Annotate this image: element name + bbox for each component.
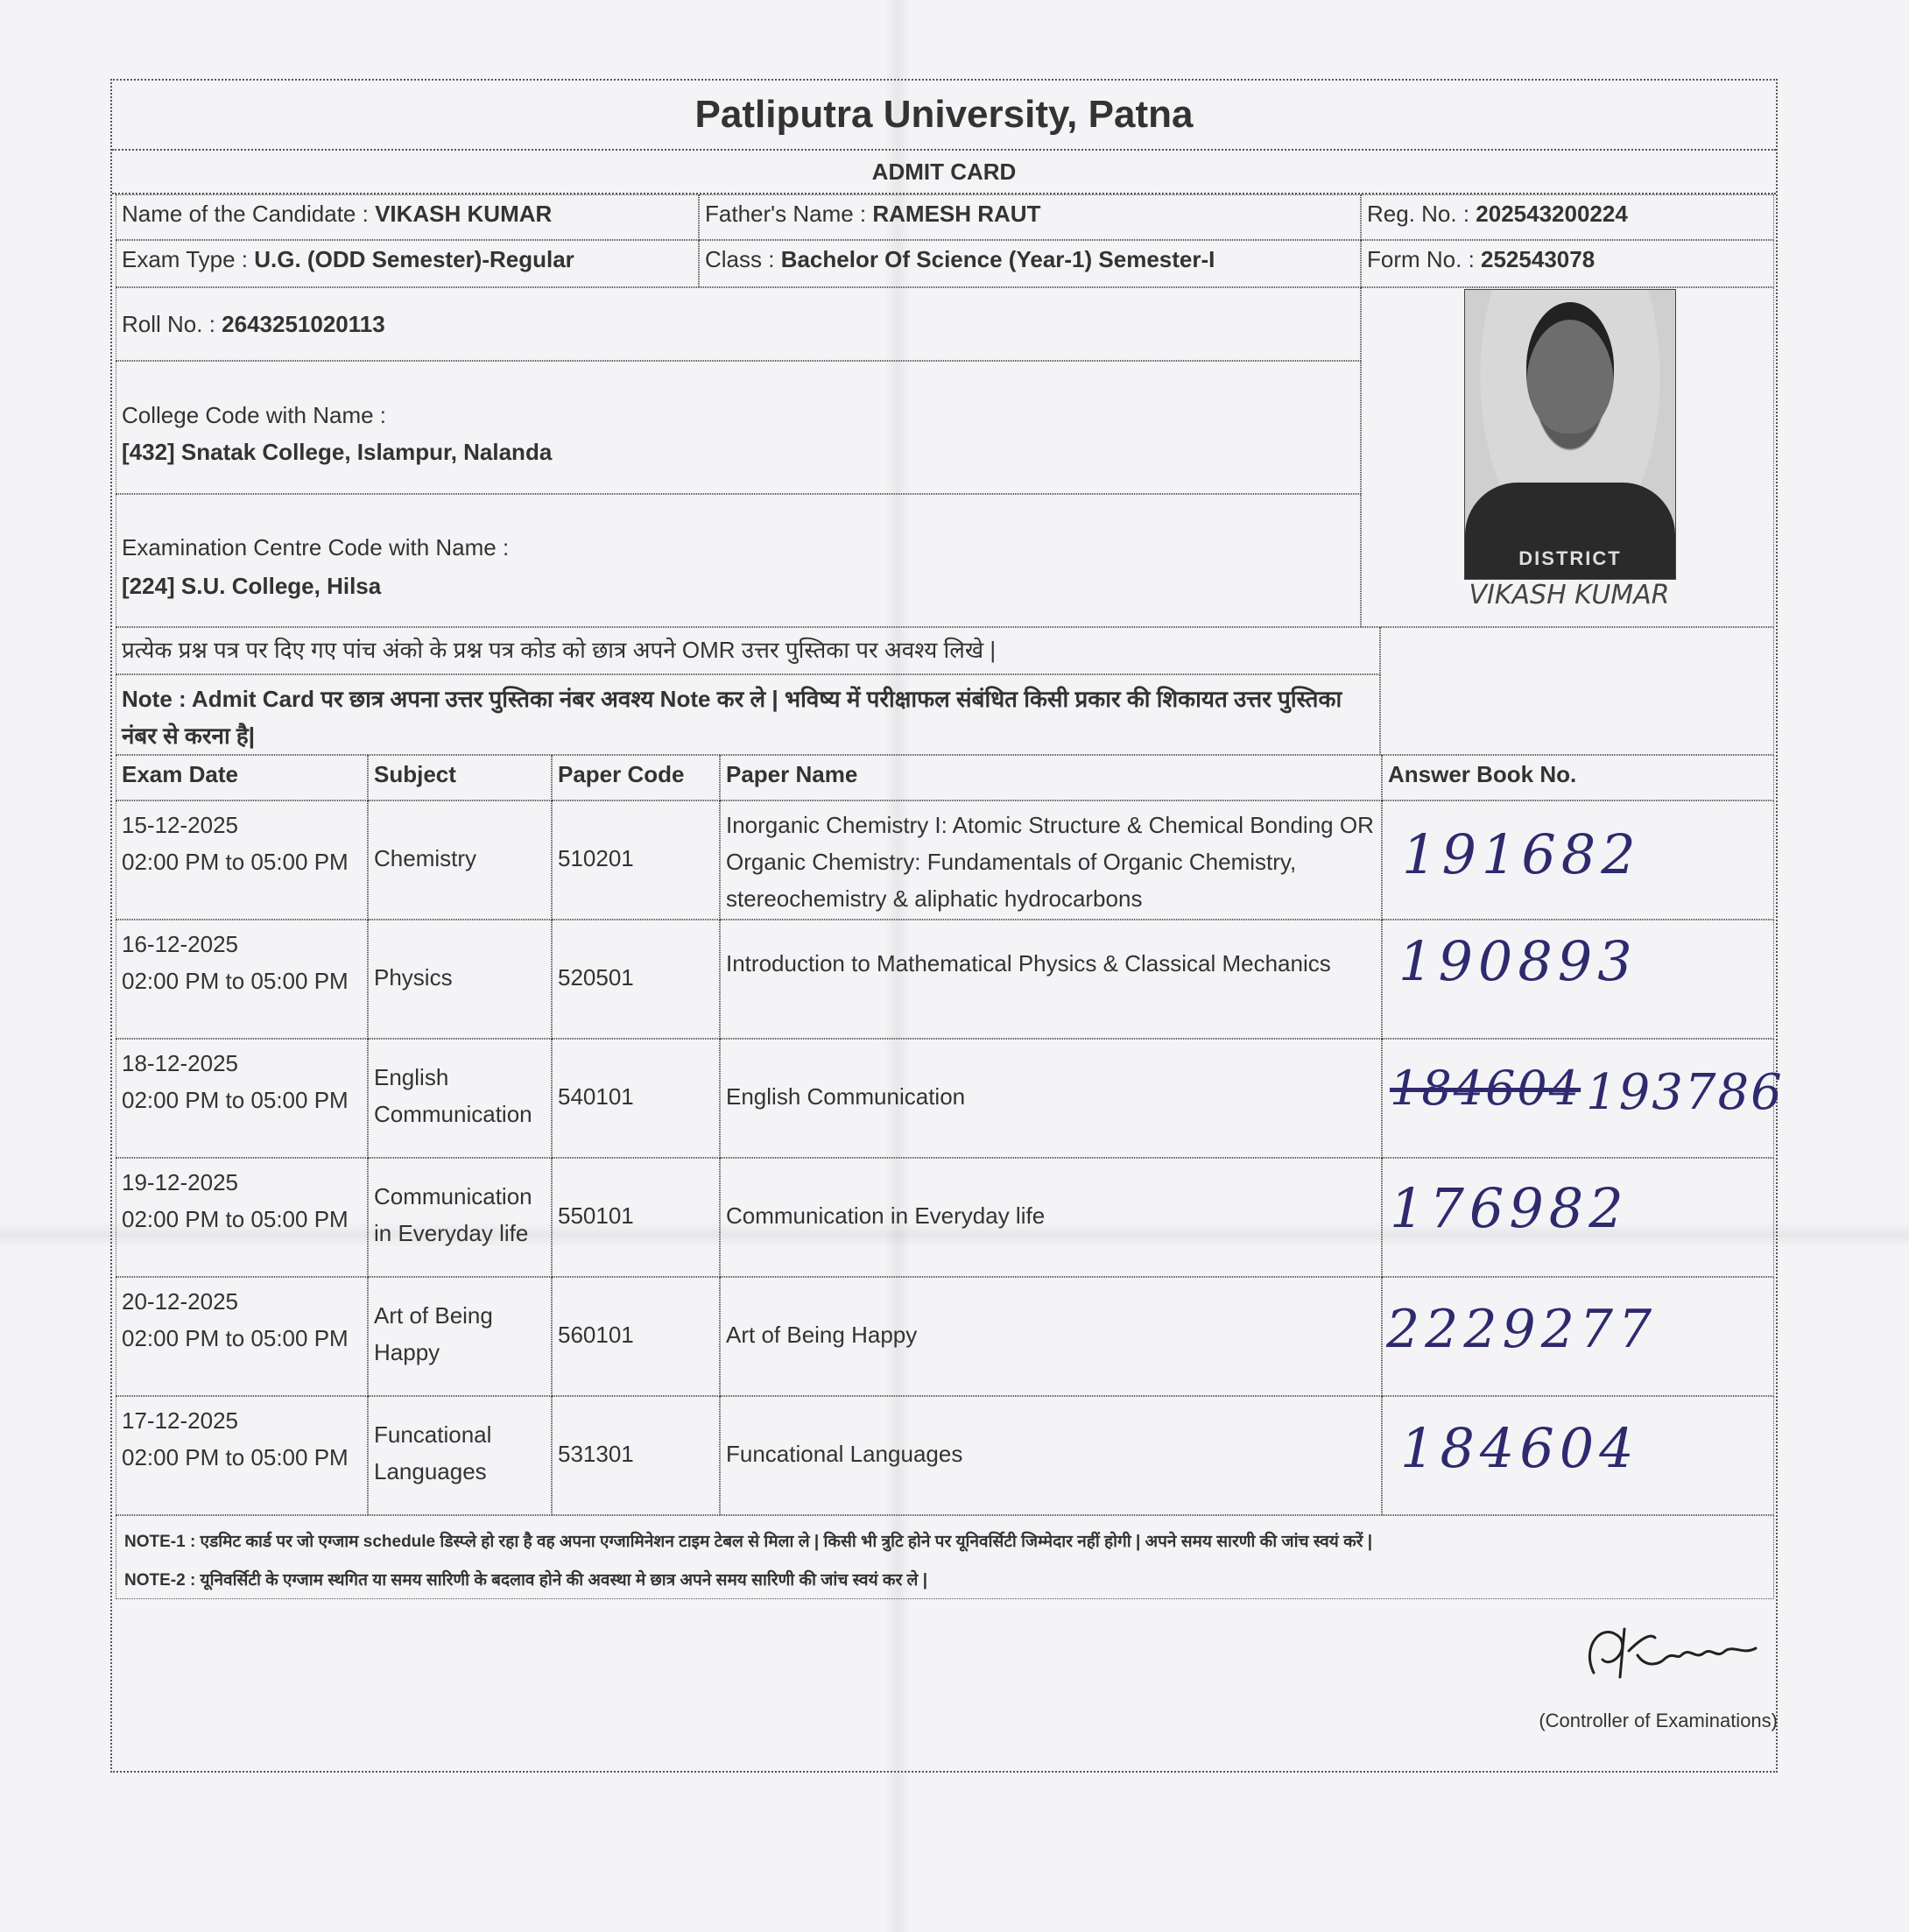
candidate-name-value: VIKASH KUMAR (375, 201, 553, 227)
row-answer-book-struck: 184604 (1390, 1061, 1581, 1116)
reg-no-cell (1361, 194, 1774, 240)
row-date: 20-12-2025 (122, 1288, 238, 1315)
row-date-cell (116, 1277, 368, 1396)
class-label: Class : (705, 246, 781, 272)
candidate-name-label: Name of the Candidate : (122, 201, 376, 227)
form-no-cell (1361, 240, 1774, 287)
candidate-signature: VIKASH KUMAR (1469, 580, 1670, 610)
row-answer-book-cell (1382, 1039, 1784, 1158)
row-time: 02:00 PM to 05:00 PM (122, 1325, 349, 1351)
row-date-cell (116, 1158, 368, 1277)
row-date: 16-12-2025 (122, 931, 238, 957)
row-answer-book: 2229277 (1386, 1299, 1658, 1360)
row-subject: Art of Being Happy (368, 1277, 552, 1396)
row-paper-name: Introduction to Mathematical Physics & Classical Mechanics (720, 920, 1382, 1039)
row-date-cell (116, 800, 368, 920)
row-paper-code: 531301 (552, 1396, 720, 1515)
row-answer-book-cell (1382, 1277, 1774, 1396)
row-paper-code: 560101 (552, 1277, 720, 1396)
omr-instruction-text: प्रत्येक प्रश्न पत्र पर दिए गए पांच अंको के प्रश्न पत्र कोड को छात्र अपने OMR उत्तर पुस्तिका पर अवश्य लिखे | (122, 637, 997, 663)
row-answer-book: 176982 (1390, 1176, 1629, 1240)
row-time: 02:00 PM to 05:00 PM (122, 1206, 349, 1232)
exam-centre-label: Examination Centre Code with Name : (122, 534, 510, 561)
instruction-side-cell (1380, 627, 1774, 755)
exam-type-value: U.G. (ODD Semester)-Regular (254, 246, 574, 272)
row-subject: Communication in Everyday life (368, 1158, 552, 1277)
row-answer-book-cell (1382, 1396, 1774, 1515)
row-date: 17-12-2025 (122, 1407, 238, 1434)
note-instruction-text: Note : Admit Card पर छात्र अपना उत्तर पुस्तिका नंबर अवश्य Note कर ले | भविष्य में परीक्षाफल संबंधित किसी प्रकार की शिकायत उत्तर पुस्तिका नंबर से करना है| (122, 686, 1342, 749)
class-value: Bachelor Of Science (Year-1) Semester-I (780, 246, 1215, 272)
roll-no-value: 2643251020113 (222, 311, 385, 337)
row-date: 18-12-2025 (122, 1050, 238, 1076)
father-name-value: RAMESH RAUT (872, 201, 1041, 227)
father-name-label: Father's Name : (705, 201, 873, 227)
row-date-cell (116, 1039, 368, 1158)
note-instruction-cell (116, 674, 1380, 755)
header-subject: Subject (368, 755, 552, 800)
row-time: 02:00 PM to 05:00 PM (122, 849, 349, 875)
row-paper-name: Communication in Everyday life (720, 1158, 1382, 1277)
row-paper-name: Funcational Languages (720, 1396, 1382, 1515)
exam-type-cell (116, 240, 699, 287)
row-answer-book: 190893 (1398, 929, 1638, 993)
row-date: 19-12-2025 (122, 1169, 238, 1195)
reg-no-value: 202543200224 (1476, 201, 1628, 227)
exam-type-label: Exam Type : (122, 246, 255, 272)
reg-no-label: Reg. No. : (1367, 201, 1476, 227)
candidate-photo (1464, 289, 1676, 580)
row-paper-name: Art of Being Happy (720, 1277, 1382, 1396)
roll-no-label: Roll No. : (122, 311, 222, 337)
row-subject: Funcational Languages (368, 1396, 552, 1515)
row-subject: English Communication (368, 1039, 552, 1158)
header-exam-date: Exam Date (116, 755, 368, 800)
row-paper-name: Inorganic Chemistry I: Atomic Structure & Chemical Bonding OR Organic Chemistry: Fundamentals of Organic Chemistry, stereochemistry & aliphatic hydrocarbons (720, 800, 1382, 920)
row-answer-book-cell (1382, 800, 1774, 920)
row-time: 02:00 PM to 05:00 PM (122, 1087, 349, 1113)
row-paper-code: 510201 (552, 800, 720, 920)
form-no-label: Form No. : (1367, 246, 1482, 272)
note-1: NOTE-1 : एडमिट कार्ड पर जो एग्जाम schedule डिस्प्ले हो रहा है वह अपना एग्जामिनेशन टाइम टेबल से मिला ले | किसी भी त्रुटि होने पर यूनिवर्सिटी जिम्मेदार नहीं होगी | अपने समय सारणी की जांच स्वयं करें | (124, 1533, 1373, 1551)
row-answer-book-cell (1382, 920, 1774, 1039)
exam-centre-cell (116, 494, 1361, 627)
row-date: 15-12-2025 (122, 812, 238, 838)
controller-signature (1576, 1611, 1769, 1690)
row-date-cell (116, 920, 368, 1039)
header-paper-name: Paper Name (720, 755, 1382, 800)
university-title: Patliputra University, Patna (112, 81, 1776, 151)
father-name-cell (699, 194, 1361, 240)
candidate-name-cell (116, 194, 699, 240)
row-date-cell (116, 1396, 368, 1515)
college-label: College Code with Name : (122, 402, 387, 428)
row-answer-book: 193786 (1586, 1064, 1784, 1121)
row-time: 02:00 PM to 05:00 PM (122, 1444, 349, 1470)
row-time: 02:00 PM to 05:00 PM (122, 968, 349, 994)
row-paper-name: English Communication (720, 1039, 1382, 1158)
roll-no-cell (116, 287, 1361, 361)
row-paper-code: 520501 (552, 920, 720, 1039)
row-answer-book: 191682 (1402, 822, 1641, 886)
row-answer-book-cell (1382, 1158, 1774, 1277)
row-answer-book: 184604 (1400, 1416, 1639, 1480)
omr-instruction-cell (116, 627, 1380, 674)
note-2: NOTE-2 : यूनिवर्सिटी के एग्जाम स्थगित या समय सारिणी के बदलाव होने की अवस्था मे छात्र अपने समय सारिणी की जांच स्वयं कर ले | (124, 1571, 928, 1590)
exam-centre-value: [224] S.U. College, Hilsa (122, 573, 382, 599)
class-cell (699, 240, 1361, 287)
row-paper-code: 550101 (552, 1158, 720, 1277)
row-subject: Chemistry (368, 800, 552, 920)
college-value: [432] Snatak College, Islampur, Nalanda (122, 439, 553, 465)
header-answer-book: Answer Book No. (1382, 755, 1774, 800)
controller-label: (Controller of Examinations) (1539, 1710, 1778, 1731)
photo-shirt-text: DISTRICT (1518, 547, 1622, 569)
row-paper-code: 540101 (552, 1039, 720, 1158)
header-paper-code: Paper Code (552, 755, 720, 800)
admit-card-heading: ADMIT CARD (112, 151, 1776, 194)
college-cell (116, 361, 1361, 494)
photo-head (1526, 302, 1614, 434)
row-subject: Physics (368, 920, 552, 1039)
form-no-value: 252543078 (1481, 246, 1596, 272)
